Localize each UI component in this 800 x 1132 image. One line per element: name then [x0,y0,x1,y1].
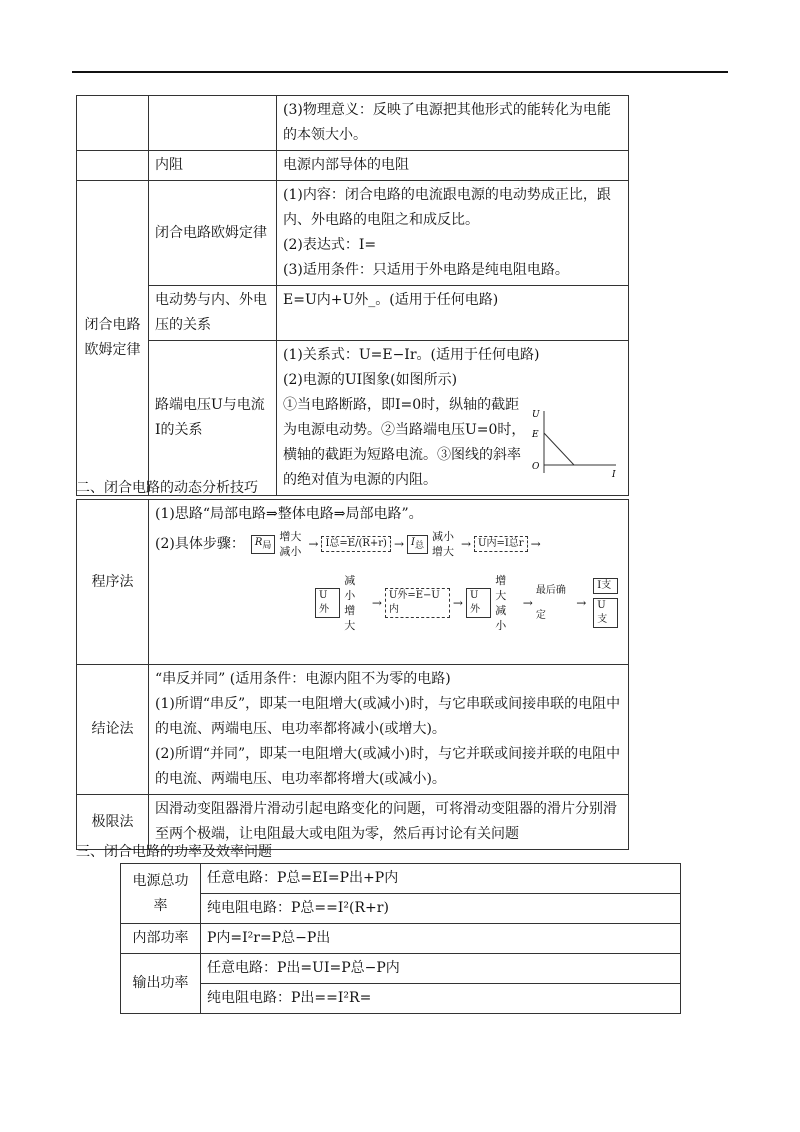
table-row [121,984,681,1014]
flow-label: 增大 [495,574,507,602]
table-row [77,181,629,286]
content-text: “串反并同” (适用条件：电源内阻不为零的电路) [155,671,451,687]
table-row [121,924,681,954]
flow-label: 增大 [344,604,356,632]
internal-resistance-text: 电源内部导体的电阻 [277,151,629,181]
resistance-box: $R_局$ [251,535,276,554]
flow-label: 减小 [495,604,507,632]
arrow-icon: → [371,595,382,610]
intercept-label: E [532,430,539,440]
table-row [77,500,629,665]
ui-graph [530,405,622,479]
total-current-box: I总=E/(R+r) [321,536,391,552]
method-label: 极限法 [77,795,149,850]
emf-relation-text: E=U内+U外_。(适用于任何电路) [277,286,629,341]
method-content [149,500,629,665]
content-text: (2)所谓“并同”，即某一电阻增大(或减小)时，与它并联或间接并联的电阻中的电流、两端电压、电功率都将增大(或减小)。 [155,746,621,787]
arrow-icon: → [576,595,587,610]
ui-line [544,433,574,465]
flow-label: 增大 [431,545,454,558]
section-title: 三、闭合电路的功率及效率问题 [76,844,272,860]
outer-voltage-box: U外 [466,588,491,618]
content-text: (2)具体步骤： [155,535,245,552]
empty-cell [149,96,277,151]
table-row [121,954,681,984]
table-row [77,665,629,795]
arrow-icon: → [460,536,472,551]
arrow-icon: → [308,536,319,551]
final-label: 最后确定 [535,585,566,621]
table-row [121,894,681,924]
content-text: (1)思路“局部电路⇒整体电路⇒局部电路”。 [155,506,423,522]
dynamic-analysis-table [76,499,629,850]
group-label: 闭合电路欧姆定律 [77,181,149,496]
origin-label: O [532,462,540,472]
ohm-law-content [277,181,629,286]
branch-voltage-box: U支 [593,598,618,628]
branch-current-box: I支 [593,578,618,594]
arrow-icon: → [452,595,463,610]
arrow-icon: → [522,595,533,610]
power-label: 输出功率 [121,954,201,1014]
empty-cell [77,151,149,181]
content-text: (1)内容：闭合电路的电流跟电源的电动势成正比，跟内、外电路的电阻之和成反比。 [283,187,611,228]
table-row [77,795,629,850]
flow-label: 减小 [279,545,302,558]
power-label: 内部功率 [121,924,201,954]
content-text: (1)关系式：U=E−Ir。(适用于任何电路) [283,347,540,363]
flow-label: 增大 [279,530,302,543]
physical-meaning-text: (3)物理意义：反映了电源把其他形式的能转化为电能的本领大小。 [277,96,629,151]
content-text: (2)电源的UI图象(如图所示) [283,372,458,388]
content-text: (2)表达式：I= [283,237,377,253]
x-axis-label: I [612,470,616,479]
flow-label: 减小 [344,574,356,602]
power-formula: 任意电路：P出=UI=P总−P内 [201,954,681,984]
content-text: ①当电路断路，即I=0时，纵轴的截距为电源电动势。②当路端电压U=0时，横轴的截距为短路电流。③图线的斜率的绝对值为电源的内阻。 [283,397,526,488]
content-text: (3)适用条件：只适用于外电路是纯电阻电路。 [283,262,569,278]
current-box: $I_总$ [407,535,428,554]
ohm-law-label: 闭合电路欧姆定律 [149,181,277,286]
terminal-voltage-content [277,341,629,496]
subscript: 局 [262,540,272,551]
ohm-law-table [76,95,629,496]
power-label: 电源总功率 [121,864,201,924]
table-row [77,341,629,496]
outer-voltage-box: U外 [315,588,340,618]
content-text: (1)所谓“串反”，即某一电阻增大(或减小)时，与它串联或间接串联的电阻中的电流、两端电压、电功率都将减小(或增大)。 [155,696,621,737]
header-rule [72,71,728,73]
table-row [77,96,629,151]
internal-resistance-label: 内阻 [149,151,277,181]
arrow-icon: → [530,536,541,551]
power-formula: 任意电路：P总=EI=P出+P内 [201,864,681,894]
empty-cell [77,96,149,151]
power-table [120,863,681,1014]
flow-label: 减小 [431,530,454,543]
method-label: 程序法 [77,500,149,665]
power-formula: 纯电阻电路：P总==I²(R+r) [201,894,681,924]
power-formula: 纯电阻电路：P出==I²R= [201,984,681,1014]
power-formula: P内=I²r=P总−P出 [201,924,681,954]
table-row [121,864,681,894]
method-content: 因滑动变阻器滑片滑动引起电路变化的问题，可将滑动变阻器的滑片分别滑至两个极端，让电阻最大或电阻为零，然后再讨论有关问题 [149,795,629,850]
method-content [149,665,629,795]
method-label: 结论法 [77,665,149,795]
arrow-icon: → [393,536,405,551]
inner-voltage-box: U内=I总r [474,536,528,552]
emf-relation-label: 电动势与内、外电压的关系 [149,286,277,341]
y-axis-label: U [532,410,540,420]
terminal-voltage-label: 路端电压U与电流I的关系 [149,341,277,496]
table-row [77,151,629,181]
voltage-calc-box: U外=E−U内 [385,588,450,618]
section-title: 二、闭合电路的动态分析技巧 [76,480,258,496]
table-row [77,286,629,341]
